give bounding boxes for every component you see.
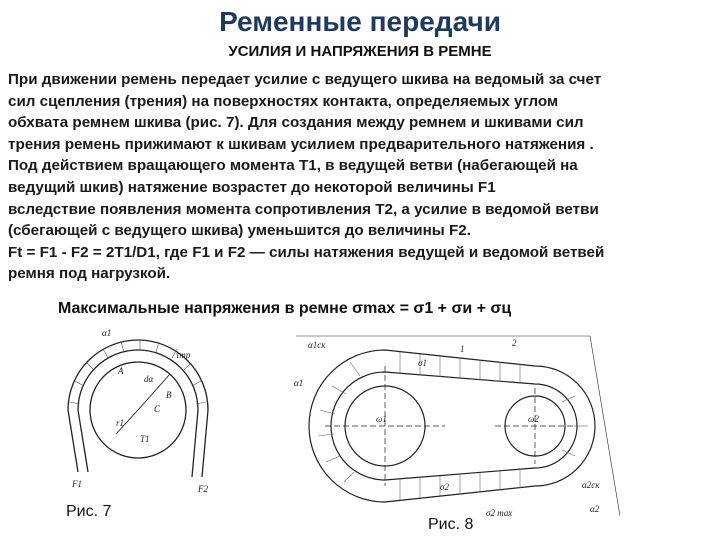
fig8-label-a1ck: α1ск bbox=[308, 340, 326, 350]
fig8-label-smax: σ2 max bbox=[486, 508, 513, 518]
paragraph-line: ремня под нагрузкой. bbox=[8, 265, 171, 283]
paragraph-line: сил сцепления (трения) на поверхностях контакта, определяемых углом bbox=[8, 92, 559, 110]
max-stress-formula: Максимальные напряжения в ремне σmax = σ1 + σи + σц bbox=[58, 300, 512, 317]
fig8-label-n1: 1 bbox=[460, 344, 465, 354]
fig7-label-alpha1: α1 bbox=[102, 328, 112, 338]
fig8-label-omega1: ω1 bbox=[376, 414, 387, 424]
paragraph-line: ведущий шкив) натяжение возрастет до некоторой величины F1 bbox=[8, 178, 496, 196]
paragraph-line: обхвата ремнем шкива (рис. 7). Для создания между ремнем и шкивами сил bbox=[8, 114, 584, 132]
fig7-label-dalpha: dα bbox=[144, 374, 154, 384]
fig7-label-f2: F2 bbox=[198, 484, 208, 494]
fig8-label-omega2: ω2 bbox=[528, 414, 539, 424]
fig8-label-s2: σ2 bbox=[440, 482, 449, 492]
figure-7-belt-pulley-diagram bbox=[58, 322, 223, 500]
fig8-label-n2: 2 bbox=[512, 338, 517, 348]
fig7-label-tau: τтр bbox=[176, 350, 191, 360]
paragraph-line: Под действием вращающего момента T1, в ведущей ветви (набегающей на bbox=[8, 157, 578, 175]
page-title: Ременные передачи bbox=[219, 6, 501, 37]
page-subtitle: УСИЛИЯ И НАПРЯЖЕНИЯ В РЕМНЕ bbox=[228, 43, 492, 60]
paragraph-line: (сбегающей с ведущего шкива) уменьшится до величины F2. bbox=[8, 222, 471, 240]
fig7-label-c: C bbox=[154, 404, 161, 414]
paragraph-line: При движении ремень передает усилие с ведущего шкива на ведомый за счет bbox=[8, 71, 602, 88]
fig7-label-b: B bbox=[166, 390, 172, 400]
fig7-label-f1: F1 bbox=[72, 479, 82, 489]
paragraph-line: Ft = F1 - F2 = 2T1/D1, где F1 и F2 — силы натяжения ведущей и ведомой ветвей bbox=[8, 243, 605, 261]
body-paragraph bbox=[8, 69, 714, 285]
paragraph-line: вследствие появления момента сопротивления T2, а усилие в ведомой ветви bbox=[8, 200, 599, 218]
figure-8-caption: Рис. 8 bbox=[428, 516, 474, 533]
fig7-label-a: A bbox=[118, 366, 124, 376]
fig8-label-s1: σ1 bbox=[418, 358, 427, 368]
paragraph-line: трения ремень прижимают к шкивам усилием предварительного натяжения . bbox=[8, 135, 594, 153]
fig8-label-a2ck: α2ск bbox=[582, 480, 600, 490]
figure-8-belt-stress-diagram bbox=[290, 326, 620, 522]
figure-7-caption: Рис. 7 bbox=[66, 503, 112, 520]
fig8-label-a1: α1 bbox=[294, 378, 304, 388]
fig7-label-t1: T1 bbox=[140, 434, 150, 444]
fig7-label-r1: r1 bbox=[116, 418, 125, 428]
fig8-label-a2: α2 bbox=[590, 504, 600, 514]
